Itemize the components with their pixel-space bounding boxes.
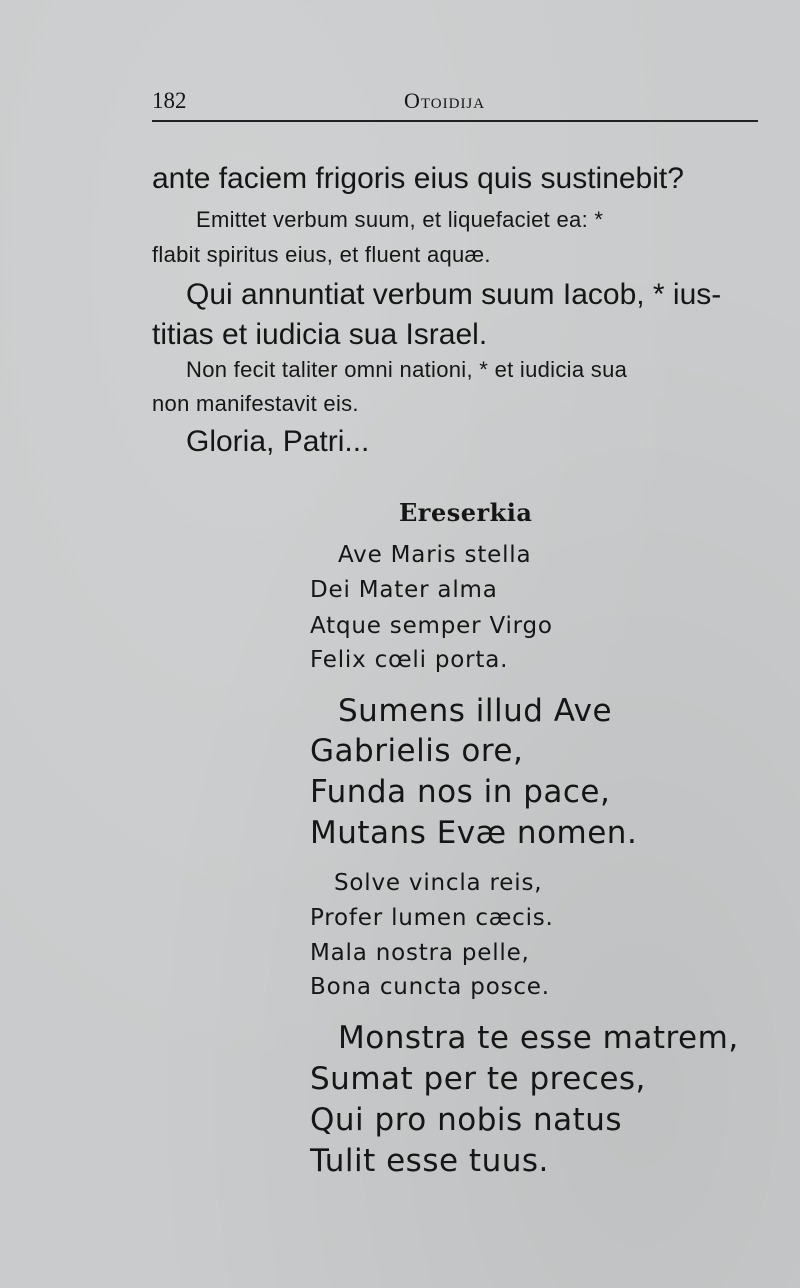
psalm-line: Emittet verbum suum, et liquefaciet ea: * xyxy=(196,207,604,232)
hymn-line: Profer lumen cæcis. xyxy=(310,905,554,931)
hymn-line: Monstra te esse matrem, xyxy=(338,1020,739,1056)
hymn-line: Qui pro nobis natus xyxy=(310,1102,623,1138)
hymn-line: Tulit esse tuus. xyxy=(310,1143,549,1179)
psalm-line: non manifestavit eis. xyxy=(152,391,359,416)
hymn-line: Dei Mater alma xyxy=(310,577,498,603)
hymn-line: Mutans Evæ nomen. xyxy=(310,815,638,851)
hymn-line: Funda nos in pace, xyxy=(310,774,611,810)
psalm-line: flabit spiritus eius, et fluent aquæ. xyxy=(152,242,491,267)
hymn-line: Bona cuncta posce. xyxy=(310,974,550,1000)
hymn-line: Gabrielis ore, xyxy=(310,733,524,769)
page-number: 182 xyxy=(152,88,187,113)
hymn-line: Sumens illud Ave xyxy=(338,693,613,729)
psalm-line: Qui annuntiat verbum suum Iacob, * ius- xyxy=(186,278,722,311)
hymn-line: Solve vincla reis, xyxy=(334,870,543,896)
hymn-line: Atque semper Virgo xyxy=(310,613,553,639)
hymn-line: Mala nostra pelle, xyxy=(310,940,530,966)
psalm-line: titias et iudicia sua Israel. xyxy=(152,318,488,351)
header-rule xyxy=(152,120,758,122)
hymn-title: Ereserkia xyxy=(399,498,533,527)
psalm-line: ante faciem frigoris eius quis sustinebit? xyxy=(152,162,684,195)
hymn-line: Felix cœli porta. xyxy=(310,647,509,673)
running-title: Otoidija xyxy=(404,88,486,113)
psalm-line: Non fecit taliter omni nationi, * et iudicia sua xyxy=(186,357,628,382)
hymn-line: Sumat per te preces, xyxy=(310,1061,646,1097)
hymn-line: Ave Maris stella xyxy=(338,542,532,568)
doxology-line: Gloria, Patri... xyxy=(186,425,370,458)
page-header xyxy=(152,88,758,122)
